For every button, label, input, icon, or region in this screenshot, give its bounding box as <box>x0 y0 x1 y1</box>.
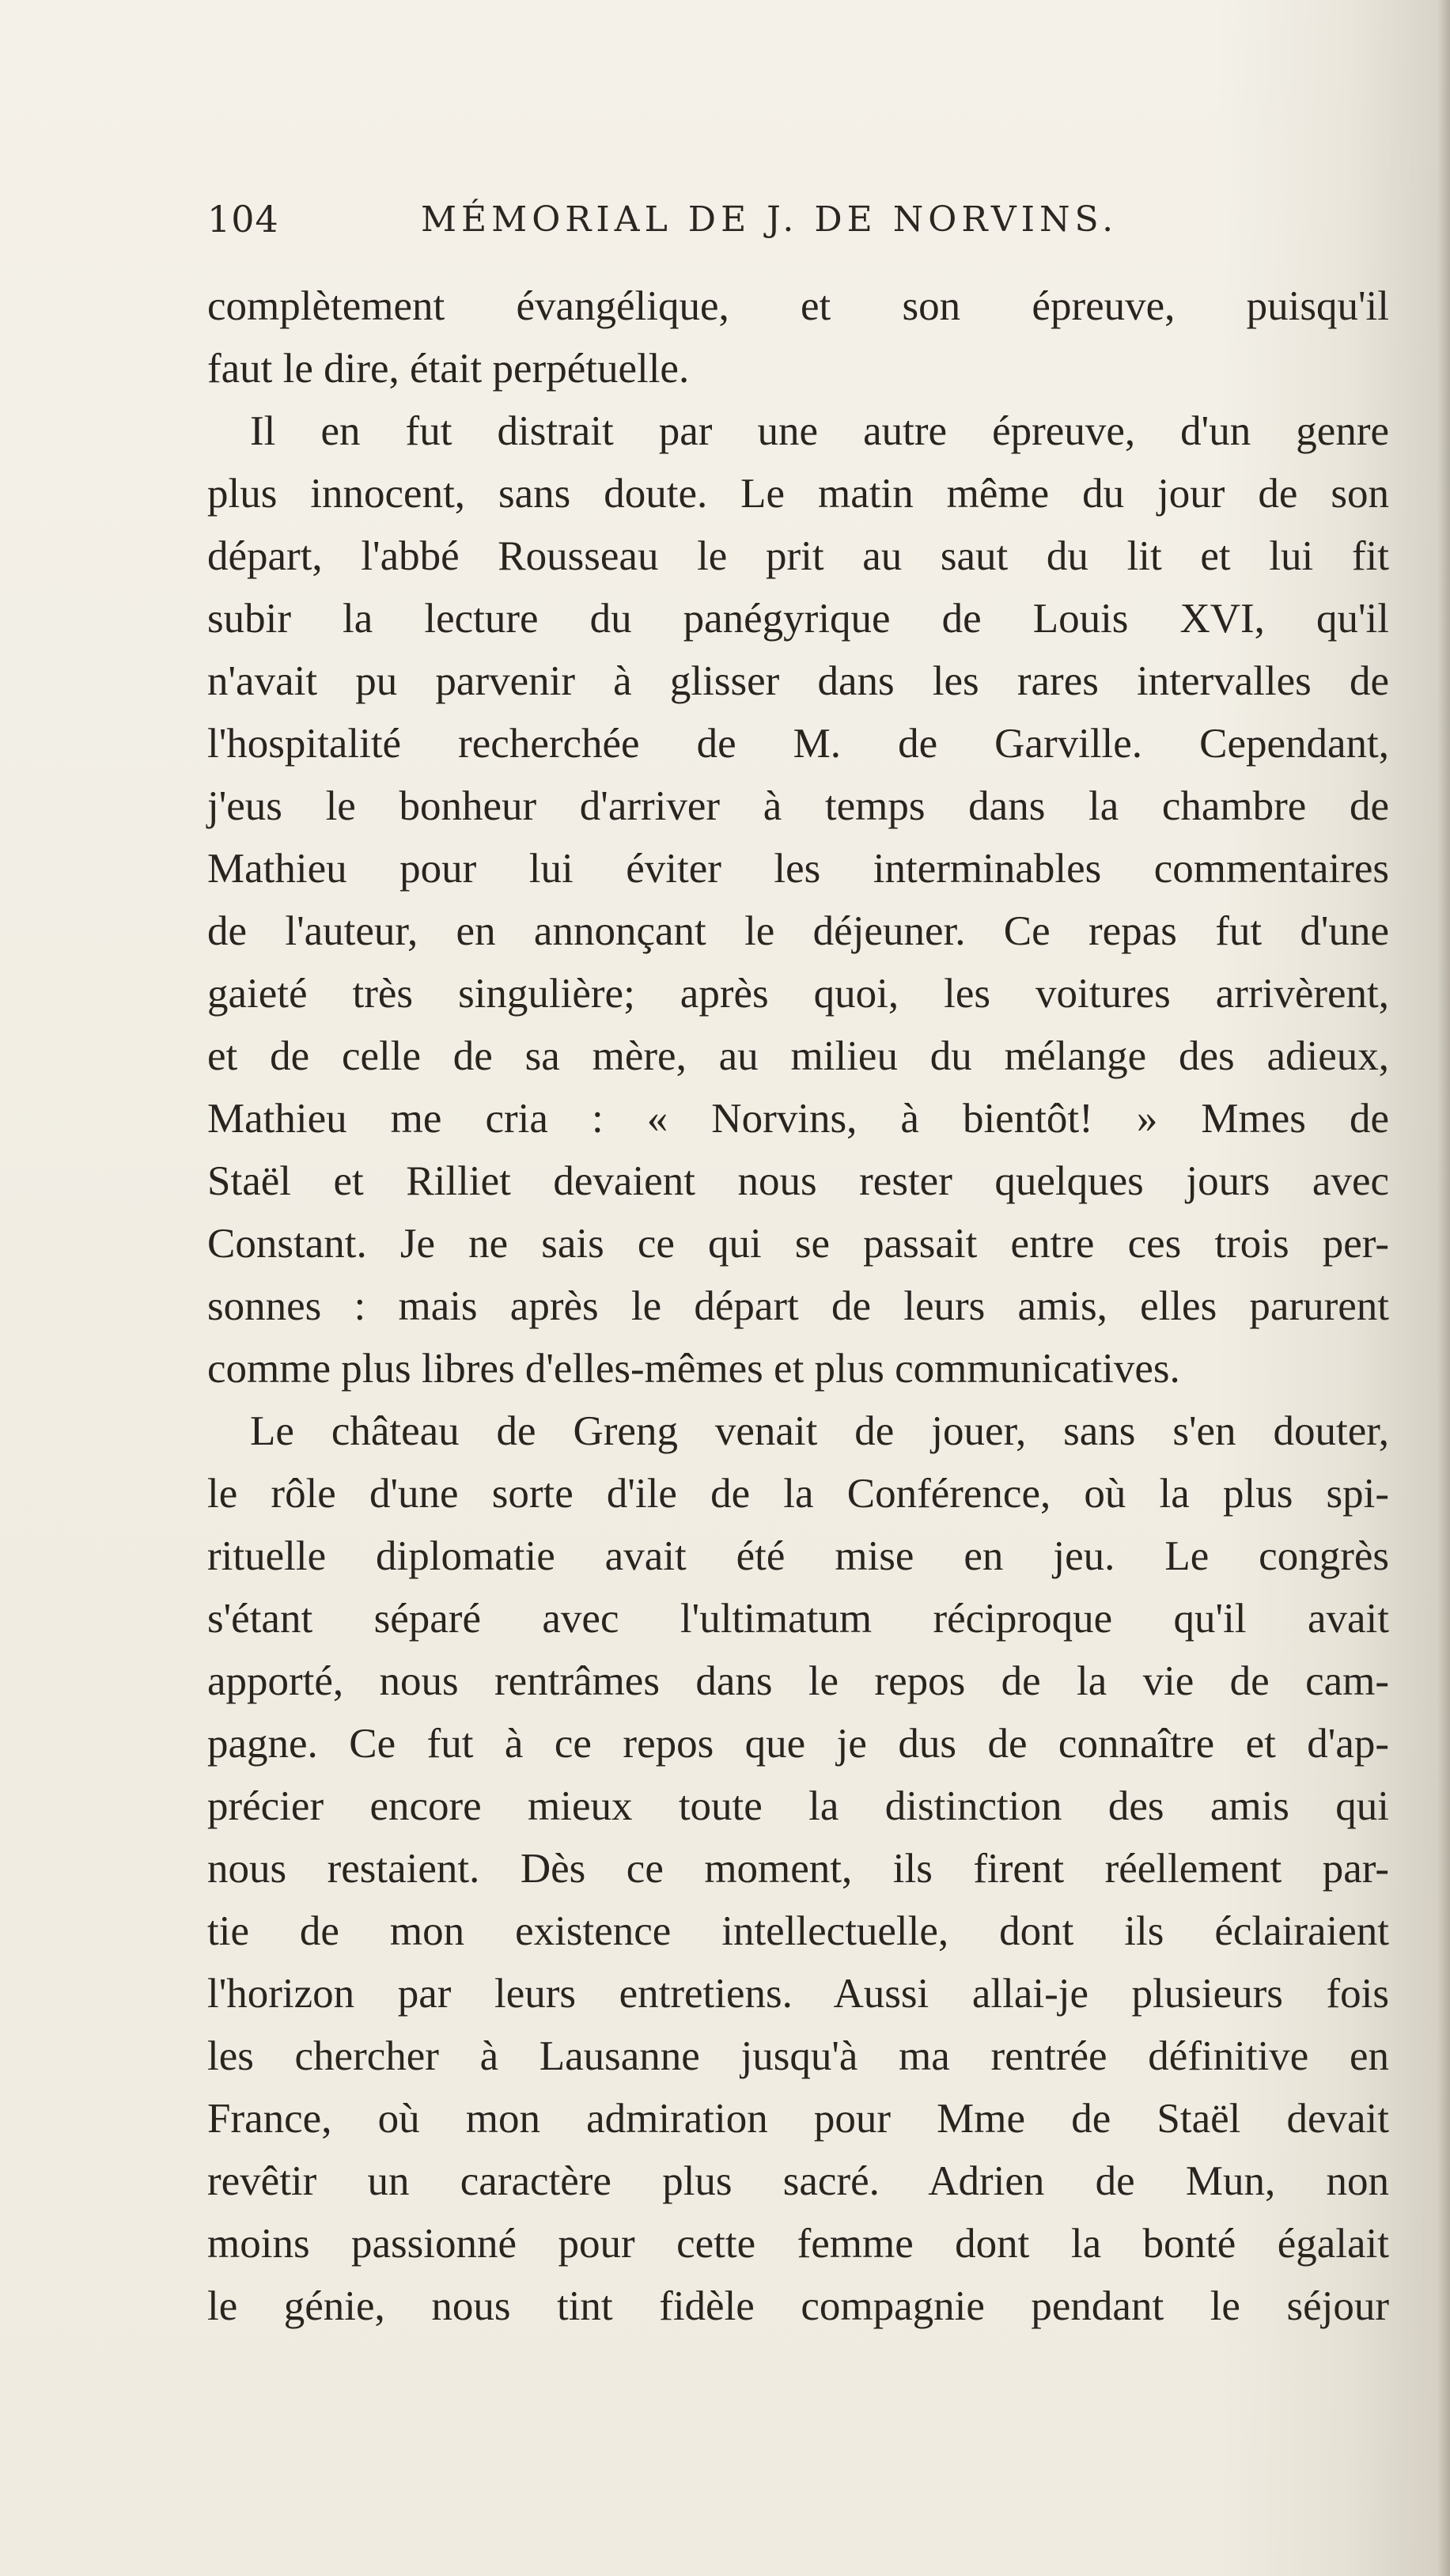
text-line: gaieté très singulière; après quoi, les voitures arrivèrent, <box>207 971 1389 1017</box>
text-line: Mathieu me cria : « Norvins, à bientôt! » Mmes de <box>207 1096 1389 1142</box>
page-number: 104 <box>207 198 279 241</box>
text-line: le rôle d'une sorte d'ile de la Conférence, où la plus spi- <box>207 1471 1389 1517</box>
text-line: l'horizon par leurs entretiens. Aussi allai-je plusieurs fois <box>207 1971 1389 2017</box>
text-line: Il en fut distrait par une autre épreuve, d'un genre <box>250 408 1389 454</box>
text-line: plus innocent, sans doute. Le matin même du jour de son <box>207 471 1389 517</box>
text-line: France, où mon admiration pour Mme de Staël devait <box>207 2096 1389 2142</box>
text-line: n'avait pu parvenir à glisser dans les rares intervalles de <box>207 658 1389 704</box>
text-line: subir la lecture du panégyrique de Louis XVI, qu'il <box>207 596 1389 642</box>
text-line: nous restaient. Dès ce moment, ils firent réellement par- <box>207 1846 1389 1892</box>
text-line: et de celle de sa mère, au milieu du mélange des adieux, <box>207 1033 1389 1079</box>
running-title: MÉMORIAL DE J. DE NORVINS. <box>421 199 1119 240</box>
text-line: Le château de Greng venait de jouer, sans s'en douter, <box>250 1408 1389 1454</box>
text-line: comme plus libres d'elles-mêmes et plus communicatives. <box>207 1346 1180 1392</box>
text-line: faut le dire, était perpétuelle. <box>207 346 690 392</box>
text-line: sonnes : mais après le départ de leurs amis, elles parurent <box>207 1283 1389 1329</box>
text-line: j'eus le bonheur d'arriver à temps dans la chambre de <box>207 783 1389 829</box>
text-line: revêtir un caractère plus sacré. Adrien de Mun, non <box>207 2158 1389 2204</box>
text-line: de l'auteur, en annonçant le déjeuner. Ce repas fut d'une <box>207 908 1389 954</box>
text-line: pagne. Ce fut à ce repos que je dus de connaître et d'ap- <box>207 1721 1389 1767</box>
text-line: apporté, nous rentrâmes dans le repos de la vie de cam- <box>207 1658 1389 1704</box>
text-line: Staël et Rilliet devaient nous rester quelques jours avec <box>207 1158 1389 1204</box>
text-line: départ, l'abbé Rousseau le prit au saut du lit et lui fit <box>207 533 1389 579</box>
text-line: Constant. Je ne sais ce qui se passait entre ces trois per- <box>207 1221 1389 1267</box>
text-line: les chercher à Lausanne jusqu'à ma rentrée définitive en <box>207 2033 1389 2079</box>
text-line: tie de mon existence intellectuelle, dont ils éclairaient <box>207 1908 1389 1954</box>
text-line: complètement évangélique, et son épreuve, puisqu'il <box>207 283 1389 329</box>
running-head <box>207 198 1386 253</box>
text-line: moins passionné pour cette femme dont la bonté égalait <box>207 2221 1389 2267</box>
text-line: le génie, nous tint fidèle compagnie pendant le séjour <box>207 2283 1389 2329</box>
text-line: précier encore mieux toute la distinction des amis qui <box>207 1783 1389 1829</box>
text-line: Mathieu pour lui éviter les interminables commentaires <box>207 846 1389 892</box>
text-line: l'hospitalité recherchée de M. de Garville. Cependant, <box>207 721 1389 767</box>
page-edge-shadow <box>1437 0 1450 2576</box>
text-line: s'étant séparé avec l'ultimatum réciproque qu'il avait <box>207 1596 1389 1642</box>
body-text <box>207 275 1389 2338</box>
text-line: rituelle diplomatie avait été mise en jeu. Le congrès <box>207 1533 1389 1579</box>
